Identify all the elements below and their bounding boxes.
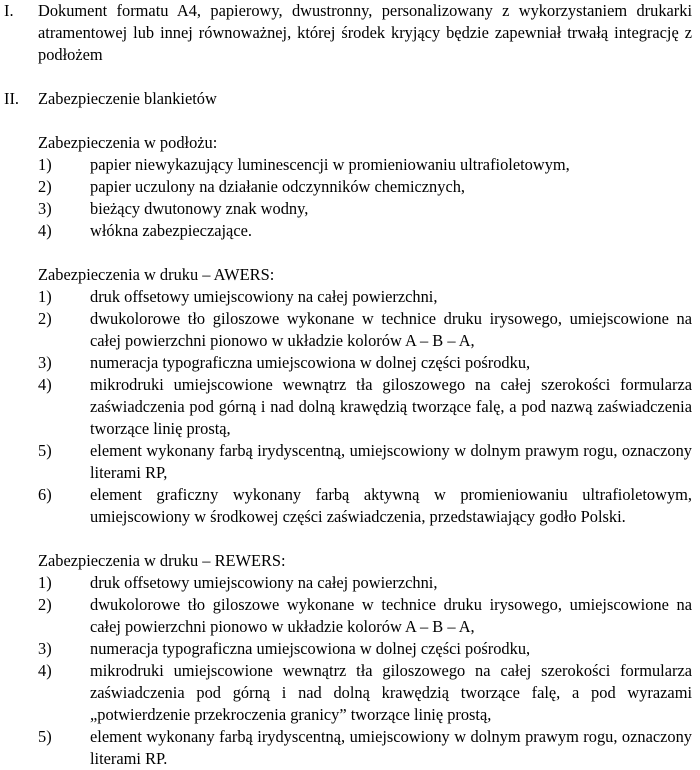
section-2-numeral: II. [4, 89, 20, 108]
spacer [0, 66, 700, 88]
item-number: 4) [38, 221, 52, 240]
group-title: Zabezpieczenia w druku – AWERS: [38, 265, 275, 284]
item-number: 5) [38, 441, 52, 460]
list-item [38, 286, 700, 308]
item-text: papier uczulony na działanie odczynników chemicznych, [90, 177, 466, 196]
item-number: 3) [38, 199, 52, 218]
group-substrate [38, 132, 700, 242]
section-2-title: Zabezpieczenie blankietów [38, 89, 217, 108]
item-text: druk offsetowy umiejscowiony na całej powierzchni, [90, 287, 438, 306]
list-item [38, 440, 700, 484]
item-text: mikrodruki umiejscowione wewnątrz tła giloszowego na całej szerokości formularza zaświadczenia pod górną i nad dolną krawędzią tworzące falę, a pod wyrazami „potwierdzenie przekroczenia granicy” tworzące linię prostą, [90, 661, 692, 724]
item-number: 2) [38, 177, 52, 196]
item-number: 1) [38, 287, 52, 306]
spacer [38, 528, 700, 550]
item-text: element wykonany farbą irydyscentną, umiejscowiony w dolnym prawym rogu, oznaczony literami RP. [90, 727, 692, 768]
list-item [38, 484, 700, 528]
list-item [38, 220, 700, 242]
item-text: element wykonany farbą irydyscentną, umiejscowiony w dolnym prawym rogu, oznaczony literami RP, [90, 441, 692, 482]
section-2 [0, 88, 700, 770]
spacer [38, 110, 700, 132]
item-number: 5) [38, 727, 52, 746]
list-item [38, 176, 700, 198]
item-text: papier niewykazujący luminescencji w promieniowaniu ultrafioletowym, [90, 155, 570, 174]
item-number: 1) [38, 155, 52, 174]
list-item [38, 660, 700, 726]
spacer [38, 242, 700, 264]
item-list [38, 572, 700, 770]
list-item [38, 308, 700, 352]
item-list [38, 154, 700, 242]
item-text: dwukolorowe tło giloszowe wykonane w technice druku irysowego, umiejscowione na całej powierzchni pionowo w układzie kolorów A – B – A, [90, 595, 692, 636]
list-item [38, 198, 700, 220]
item-number: 4) [38, 375, 52, 394]
item-text: element graficzny wykonany farbą aktywną w promieniowaniu ultrafioletowym, umiejscowiony w środkowej części zaświadczenia, przedstawiający godło Polski. [90, 485, 692, 526]
item-list [38, 286, 700, 528]
item-number: 3) [38, 639, 52, 658]
item-number: 3) [38, 353, 52, 372]
item-number: 2) [38, 595, 52, 614]
item-text: włókna zabezpieczające. [90, 221, 252, 240]
list-item [38, 374, 700, 440]
group-title: Zabezpieczenia w druku – REWERS: [38, 551, 286, 570]
list-item [38, 352, 700, 374]
group-print-front [38, 264, 700, 528]
item-number: 6) [38, 485, 52, 504]
item-number: 4) [38, 661, 52, 680]
item-number: 2) [38, 309, 52, 328]
item-text: mikrodruki umiejscowione wewnątrz tła giloszowego na całej szerokości formularza zaświadczenia pod górną i nad dolną krawędzią tworzące falę, a pod nazwą zaświadczenia tworzące linię prostą, [90, 375, 692, 438]
item-text: dwukolorowe tło giloszowe wykonane w technice druku irysowego, umiejscowione na całej powierzchni pionowo w układzie kolorów A – B – A, [90, 309, 692, 350]
item-text: numeracja typograficzna umiejscowiona w dolnej części pośrodku, [90, 353, 531, 372]
item-number: 1) [38, 573, 52, 592]
list-item [38, 638, 700, 660]
list-item [38, 726, 700, 770]
item-text: numeracja typograficzna umiejscowiona w dolnej części pośrodku, [90, 639, 531, 658]
group-title: Zabezpieczenia w podłożu: [38, 133, 218, 152]
list-item [38, 594, 700, 638]
section-1 [0, 0, 700, 66]
section-1-numeral: I. [4, 1, 14, 20]
group-print-back [38, 550, 700, 770]
section-1-text: Dokument formatu A4, papierowy, dwustronny, personalizowany z wykorzystaniem drukarki atramentowej lub innej równoważnej, której środek kryjący będzie zapewniał trwałą integrację z podłożem [38, 1, 692, 64]
item-text: bieżący dwutonowy znak wodny, [90, 199, 309, 218]
list-item [38, 572, 700, 594]
list-item [38, 154, 700, 176]
item-text: druk offsetowy umiejscowiony na całej powierzchni, [90, 573, 438, 592]
